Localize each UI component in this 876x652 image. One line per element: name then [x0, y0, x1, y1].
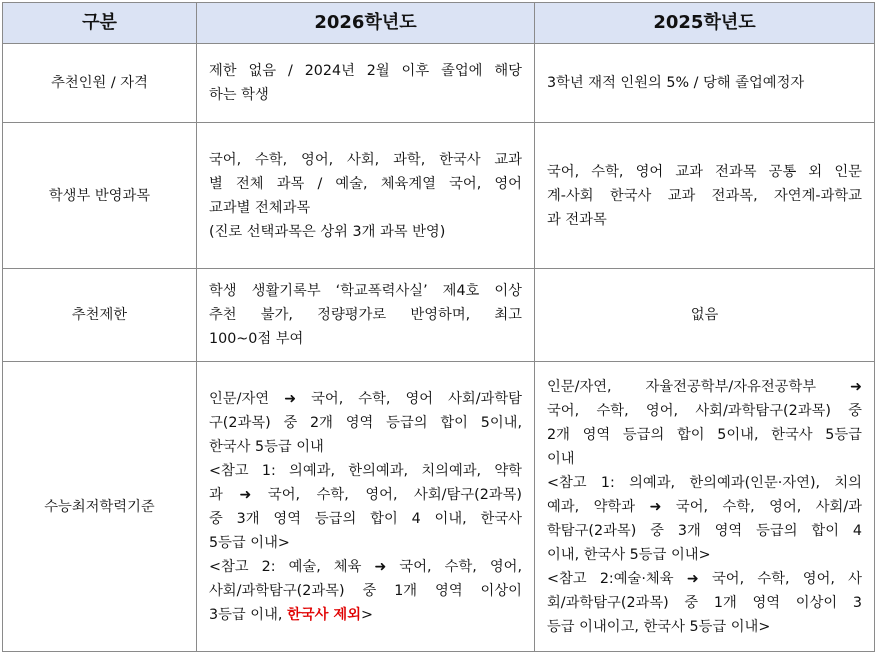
cell-line: 3학년 재적 인원의 5% / 당해 졸업예정자 [547, 75, 805, 91]
cell-2025 [535, 123, 875, 269]
table-row [3, 123, 875, 269]
cell-line: 중 3개 영역 등급의 합이 4 이내, 한국사 [209, 510, 522, 527]
highlight-text: 한국사 제외 [286, 606, 362, 623]
table-header-row [3, 3, 875, 44]
row-category: 수능최저학력기준 [3, 362, 197, 652]
header-2025: 2025학년도 [535, 3, 875, 44]
cell-text: 3등급 이내, [209, 606, 287, 623]
cell-line: 학생 생활기록부 ‘학교폭력사실’ 제4호 이상 [209, 283, 522, 299]
table-row [3, 362, 875, 652]
cell-2026 [197, 269, 535, 362]
cell-line: 인문/자연 ➜ 국어, 수학, 영어 사회/과학탐 [209, 390, 522, 407]
cell-line: 별 전체 과목 / 예술, 체육계열 국어, 영어 [209, 175, 522, 192]
admission-comparison-table [2, 2, 875, 652]
cell-2025: 없음 [535, 269, 875, 362]
cell-line: 국어, 수학, 영어, 사회, 과학, 한국사 교과 [209, 151, 522, 168]
cell-line: 학탐구(2과목) 중 3개 영역 등급의 합이 4 [547, 522, 862, 539]
cell-line: 2개 영역 등급의 합이 5이내, 한국사 5등급 [547, 426, 862, 443]
cell-2026 [197, 44, 535, 123]
cell-line: 과 전과목 [547, 211, 607, 228]
header-category: 구분 [3, 3, 197, 44]
cell-line: 100~0점 부여 [209, 331, 304, 347]
cell-line: 사회/과학탐구(2과목) 중 1개 영역 이상이 [209, 582, 522, 599]
cell-line: 하는 학생 [209, 87, 269, 103]
cell-line: 이내 [547, 450, 575, 467]
cell-line: 국어, 수학, 영어 교과 전과목 공통 외 인문 [547, 163, 862, 180]
row-category: 학생부 반영과목 [3, 123, 197, 269]
cell-2026 [197, 362, 535, 652]
cell-line: 교과별 전체과목 [209, 199, 311, 216]
cell-line: 국어, 수학, 영어, 사회/과학탐구(2과목) 중 [547, 402, 862, 419]
header-2026: 2026학년도 [197, 3, 535, 44]
cell-2025 [535, 44, 875, 123]
cell-line: 추천 불가, 정량평가로 반영하며, 최고 [209, 307, 522, 323]
cell-line: 회/과학탐구(2과목) 중 1개 영역 이상이 3 [547, 594, 862, 611]
cell-line: 제한 없음 / 2024년 2월 이후 졸업에 해당 [209, 63, 522, 79]
cell-line: (진로 선택과목은 상위 3개 과목 반영) [209, 223, 446, 240]
cell-line: 한국사 5등급 이내 [209, 438, 324, 455]
cell-line: 5등급 이내> [209, 534, 290, 551]
cell-line: 예과, 약학과 ➜ 국어, 수학, 영어, 사회/과 [547, 498, 862, 515]
cell-line: <참고 2: 예술, 체육 ➜ 국어, 수학, 영어, [209, 558, 522, 575]
cell-2026 [197, 123, 535, 269]
cell-line: 인문/자연, 자율전공학부/자유전공학부 ➜ [547, 378, 862, 395]
cell-line: 이내, 한국사 5등급 이내> [547, 546, 711, 563]
table-row [3, 269, 875, 362]
cell-line: 등급 이내이고, 한국사 5등급 이내> [547, 618, 771, 635]
cell-line: <참고 1: 의예과, 한의예과, 치의예과, 약학 [209, 462, 522, 479]
cell-line: 과 ➜ 국어, 수학, 영어, 사회/탐구(2과목) [209, 486, 522, 503]
cell-line: <참고 2:예술·체육 ➜ 국어, 수학, 영어, 사 [547, 570, 862, 587]
row-category: 추천제한 [3, 269, 197, 362]
cell-line: <참고 1: 의예과, 한의예과(인문·자연), 치의 [547, 474, 862, 491]
cell-text: > [361, 606, 373, 623]
cell-line: 구(2과목) 중 2개 영역 등급의 합이 5이내, [209, 414, 522, 431]
cell-line: 계-사회 한국사 교과 전과목, 자연계-과학교 [547, 187, 862, 204]
cell-2025 [535, 362, 875, 652]
row-category: 추천인원 / 자격 [3, 44, 197, 123]
cell-line [209, 603, 522, 627]
table-row [3, 44, 875, 123]
